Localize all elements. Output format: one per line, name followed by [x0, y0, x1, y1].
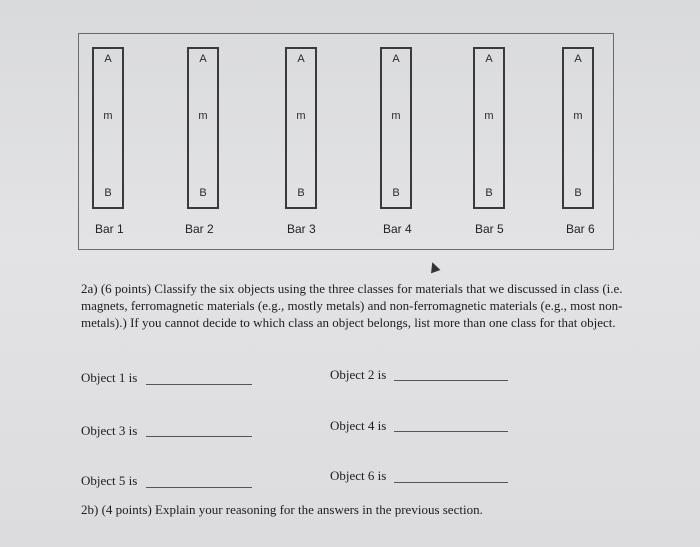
bar-5-label: Bar 5: [475, 222, 504, 236]
bar-4: [380, 47, 412, 209]
bar-1-label: Bar 1: [95, 222, 124, 236]
bar-6-bottom-label: B: [574, 187, 582, 199]
question-2a: 2a) (6 points) Classify the six objects using the three classes for materials that we discussed in class (i.e. magnets, ferromagnetic materials (e.g., mostly metals) and non-ferromagnetic materials (e.g., most non-metals).) If you cannot decide to which class an object belongs, list more than one class for that object.: [81, 281, 623, 330]
bar-4-middle-label: m: [391, 110, 401, 122]
bar-1-bottom-label: B: [104, 187, 112, 199]
bar-1-top-label: A: [104, 53, 112, 65]
object-3-prompt: Object 3 is: [81, 423, 138, 438]
bar-6-top-label: A: [574, 53, 582, 65]
bar-2-bottom-label: B: [199, 187, 207, 199]
object-4-prompt: Object 4 is: [330, 418, 387, 433]
bar-4-top-label: A: [392, 53, 400, 65]
object-1-prompt: Object 1 is: [81, 370, 138, 385]
bar-1-middle-label: m: [103, 110, 113, 122]
bar-2: [187, 47, 219, 209]
bar-6-middle-label: m: [573, 110, 583, 122]
bar-4-bottom-label: B: [392, 187, 400, 199]
bar-1: [92, 47, 124, 209]
bar-5-bottom-label: B: [485, 187, 493, 199]
mouse-cursor-icon: [428, 261, 441, 274]
bar-4-label: Bar 4: [383, 222, 412, 236]
bar-2-middle-label: m: [198, 110, 208, 122]
object-2-blank[interactable]: [394, 380, 508, 381]
object-1-blank[interactable]: [146, 384, 252, 385]
question-2b: 2b) (4 points) Explain your reasoning for the answers in the previous section.: [81, 502, 483, 517]
object-6-blank[interactable]: [394, 482, 508, 483]
bars-figure: [78, 33, 614, 250]
bar-6-label: Bar 6: [566, 222, 595, 236]
bar-2-top-label: A: [199, 53, 207, 65]
object-3-blank[interactable]: [146, 436, 252, 437]
object-6-prompt: Object 6 is: [330, 468, 387, 483]
bar-3-label: Bar 3: [287, 222, 316, 236]
object-5-prompt: Object 5 is: [81, 473, 138, 488]
bar-3: [285, 47, 317, 209]
bar-3-bottom-label: B: [297, 187, 305, 199]
bar-5-middle-label: m: [484, 110, 494, 122]
bar-3-middle-label: m: [296, 110, 306, 122]
bar-3-top-label: A: [297, 53, 305, 65]
bar-2-label: Bar 2: [185, 222, 214, 236]
bar-5: [473, 47, 505, 209]
object-4-blank[interactable]: [394, 431, 508, 432]
object-2-prompt: Object 2 is: [330, 367, 387, 382]
object-5-blank[interactable]: [146, 487, 252, 488]
bar-5-top-label: A: [485, 53, 493, 65]
bar-6: [562, 47, 594, 209]
